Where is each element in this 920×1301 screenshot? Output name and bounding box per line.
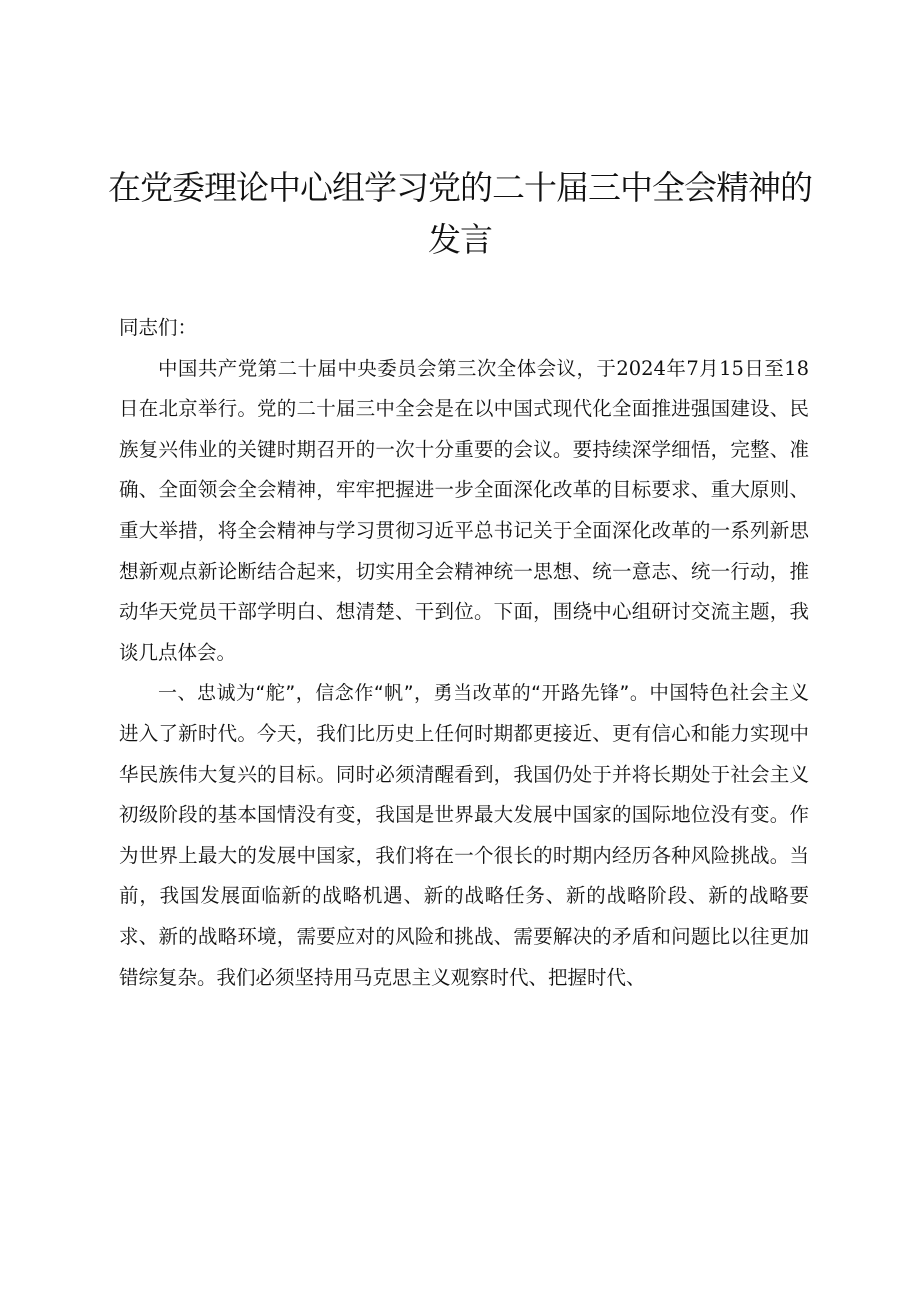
- paragraph-text: 中国特色社会主义进入了新时代。今天，我们比历史上任何时期都更接近、更有信心和能力实现中华民族伟大复兴的目标。同时必须清醒看到，我国仍处于并将长期处于社会主义初级阶段的基本国情没有变，我国是世界最大发展中国家的国际地位没有变。作为世界上最大的发展中国家，我们将在一个很长的时期内经历各种风险挑战。当前，我国发展面临新的战略机遇、新的战略任务、新的战略阶段、新的战略要求、新的战略环境，需要应对的风险和挑战、需要解决的矛盾和问题比以往更加错综复杂。我们必须坚持用马克思主义观察时代、把握时代、: [119, 681, 809, 989]
- paragraph-section-1: [119, 673, 809, 998]
- document-title: 在党委理论中心组学习党的二十届三中全会精神的发言: [108, 168, 812, 259]
- paragraph-intro: [119, 349, 809, 674]
- document-body: [119, 308, 809, 998]
- salutation: 同志们：: [119, 316, 198, 339]
- paragraph-text: 中国共产党第二十届中央委员会第三次全体会议，于2024年7月15日至18日在北京举行。党的二十届三中全会是在以中国式现代化全面推进强国建设、民族复兴伟业的关键时期召开的一次十分重要的会议。要持续深学细悟，完整、准确、全面领会全会精神，牢牢把握进一步全面深化改革的目标要求、重大原则、重大举措，将全会精神与学习贯彻习近平总书记关于全面深化改革的一系列新思想新观点新论断结合起来，切实用全会精神统一思想、统一意志、统一行动，推动华天党员干部学明白、想清楚、干到位。下面，围绕中心组研讨交流主题，我谈几点体会。: [119, 356, 809, 664]
- section-heading: 一、忠诚为“舵”，信念作“帆”，勇当改革的“开路先锋”。: [158, 682, 650, 705]
